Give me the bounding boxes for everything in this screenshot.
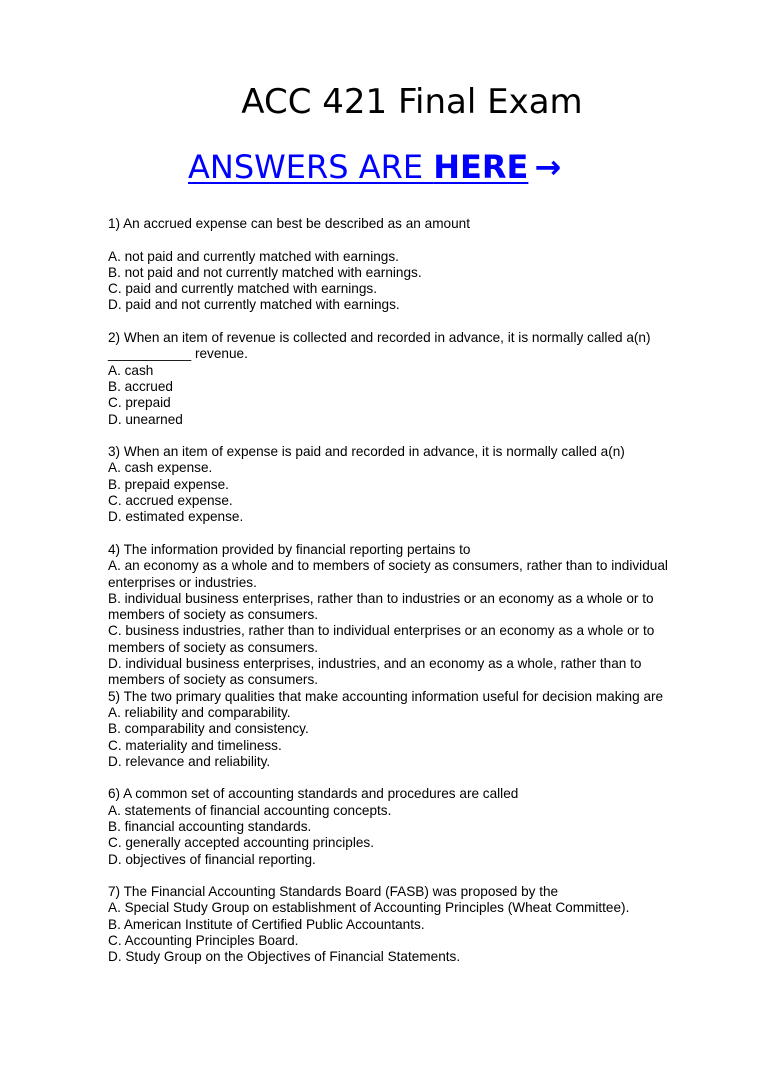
answer-option: B. not paid and not currently matched with earnings. [108,264,422,280]
answer-option: B. individual business enterprises, rather than to industries or an economy as a whole or to [108,590,654,606]
answer-option: members of society as consumers. [108,672,319,688]
question-stem: 1) An accrued expense can best be described as an amount [108,216,470,231]
answer-option: D. unearned [108,411,183,427]
answer-option: C. accrued expense. [108,493,233,509]
answer-option: D. estimated expense. [108,509,244,525]
answers-link[interactable] [188,145,561,189]
question-7 [108,884,708,965]
question-stem: 2) When an item of revenue is collected and recorded in advance, it is normally called a(n) [108,330,651,346]
answer-option: D. individual business enterprises, industries, and an economy as a whole, rather than to [108,656,642,672]
answer-option: B. financial accounting standards. [108,818,312,834]
question-6 [108,786,708,867]
answer-option: enterprises or industries. [108,574,257,590]
page-title: ACC 421 Final Exam [241,82,583,122]
answer-option: C. generally accepted accounting principles. [108,835,374,851]
answer-option: members of society as consumers. [108,607,319,623]
question-stem-continued: ___________ revenue. [108,346,248,362]
question-stem: 6) A common set of accounting standards and procedures are called [108,786,519,802]
answer-option: C. Accounting Principles Board. [108,933,299,949]
question-5 [108,689,708,770]
answer-option: D. relevance and reliability. [108,753,271,769]
answers-link-text[interactable]: ANSWERS ARE [188,148,434,186]
answer-option: A. cash expense. [108,460,213,476]
answer-option: C. materiality and timeliness. [108,737,282,753]
exam-questions [108,216,708,966]
question-stem: 3) When an item of expense is paid and recorded in advance, it is normally called a(n) [108,444,625,460]
question-3 [108,444,708,525]
answer-option: A. cash [108,362,154,378]
question-stem: 5) The two primary qualities that make accounting information useful for decision making are [108,688,664,704]
question-stem: 7) The Financial Accounting Standards Board (FASB) was proposed by the [108,884,559,900]
answer-option: C. business industries, rather than to individual enterprises or an economy as a whole or to [108,623,655,639]
question-1 [108,216,708,314]
question-4 [108,542,708,689]
answer-option: A. reliability and comparability. [108,704,291,720]
answer-option: D. objectives of financial reporting. [108,851,316,867]
answers-link-bold-text[interactable]: HERE [433,148,529,186]
answer-option: D. paid and not currently matched with earnings. [108,297,400,313]
answer-option: B. accrued [108,378,173,394]
answer-option: A. statements of financial accounting concepts. [108,802,392,818]
right-arrow-icon[interactable]: → [534,148,562,186]
answer-option: A. not paid and currently matched with earnings. [108,248,399,264]
answer-option: C. paid and currently matched with earnings. [108,281,377,297]
answer-option: D. Study Group on the Objectives of Financial Statements. [108,949,461,965]
answer-option: B. comparability and consistency. [108,721,309,737]
answer-option: members of society as consumers. [108,639,319,655]
answer-option: B. prepaid expense. [108,476,229,492]
answer-option: A. an economy as a whole and to members of society as consumers, rather than to individual [108,558,668,574]
question-stem: 4) The information provided by financial reporting pertains to [108,541,471,557]
answer-option: A. Special Study Group on establishment of Accounting Principles (Wheat Committee). [108,900,630,916]
answer-option: B. American Institute of Certified Public Accountants. [108,916,425,932]
question-2 [108,330,708,428]
answer-option: C. prepaid [108,395,171,411]
